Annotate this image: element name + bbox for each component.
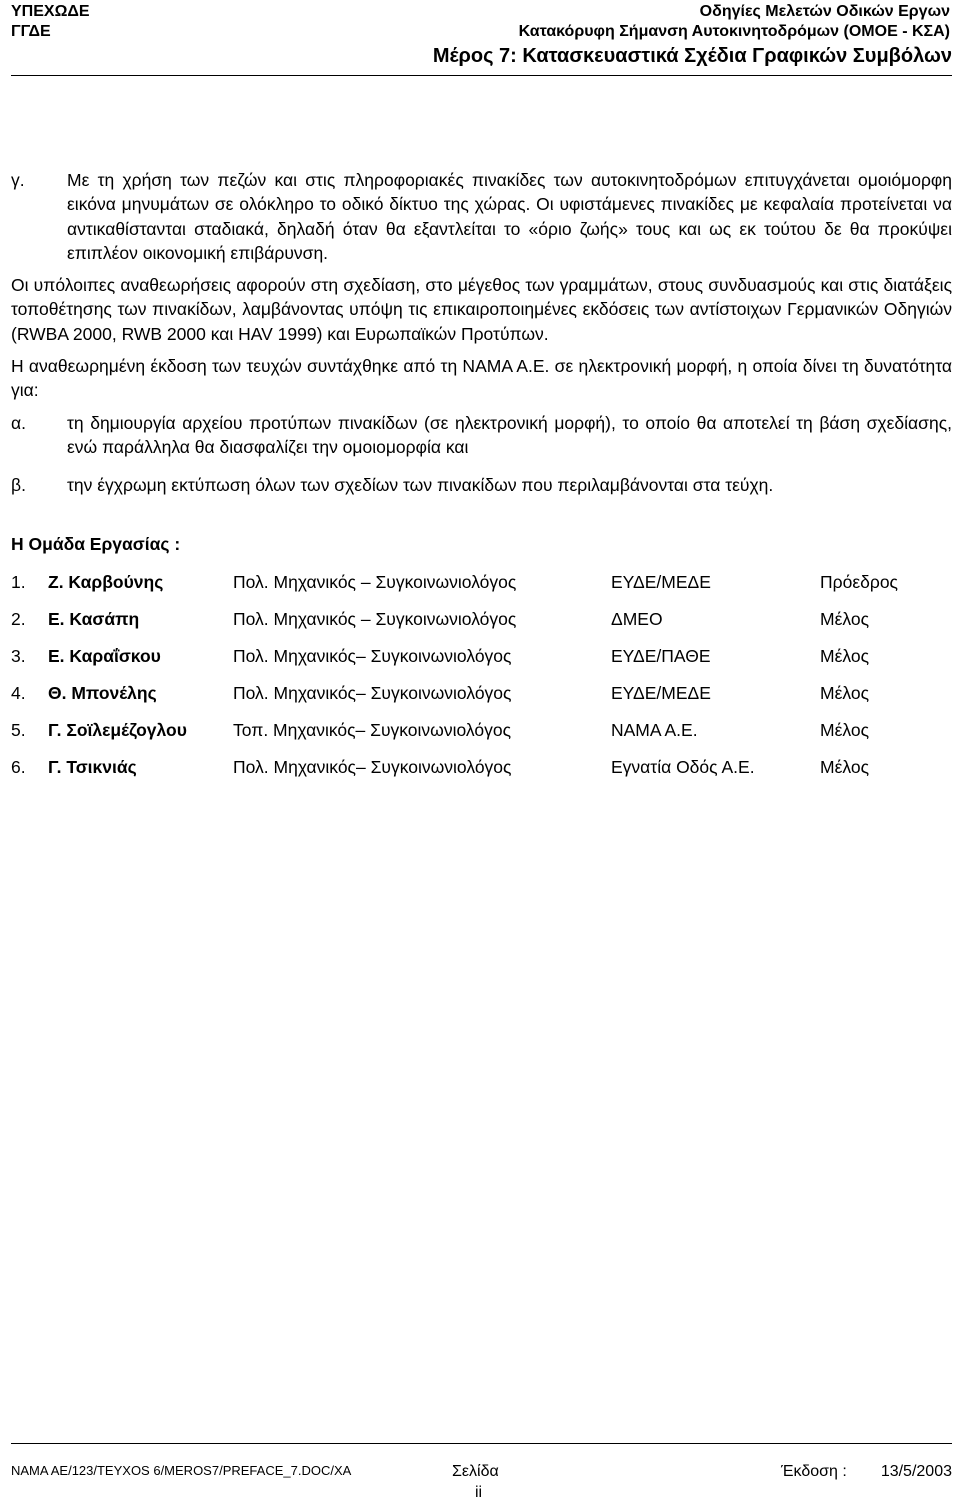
member-title: Πολ. Μηχανικός – Συγκοινωνιολόγος (233, 571, 517, 592)
member-role: Πρόεδρος (820, 571, 898, 592)
footer-page-label: Σελίδα (452, 1463, 499, 1480)
list-item-g (11, 168, 952, 265)
team-list (11, 570, 952, 792)
team-row (11, 644, 952, 681)
list-item-b (11, 473, 952, 497)
member-role: Μέλος (820, 756, 870, 777)
footer-edition-label: Έκδοση : (781, 1463, 847, 1480)
guidelines-title: Οδηγίες Μελετών Οδικών Εργων (699, 3, 950, 20)
member-organization: ΕΥΔΕ/ΜΕΔΕ (611, 571, 711, 592)
member-name: Θ. Μπονέλης (48, 682, 157, 703)
paragraph-revisions: Οι υπόλοιπες αναθεωρήσεις αφορούν στη σχεδίαση, στο μέγεθος των γραμμάτων, στους συνδυασμούς και στις διατάξεις τοποθέτησης των πινακίδων, λαμβάνοντας υπόψη τις επικαιροποιημένες εκδόσεις των αντίστοιχων Γερμανικών Οδηγιών (RWBA 2000, RWB 2000 και HAV 1999) και Ευρωπαϊκών Προτύπων. (11, 275, 952, 344)
footer-file-path: NAMA AE/123/TEYXOS 6/MEROS7/PREFACE_7.DOC/XA (11, 1463, 352, 1478)
member-role: Μέλος (820, 645, 870, 666)
part-title: Μέρος 7: Κατασκευαστικά Σχέδια Γραφικών Συμβόλων (432, 45, 952, 67)
member-title: Πολ. Μηχανικός– Συγκοινωνιολόγος (233, 645, 512, 666)
team-title: Η Ομάδα Εργασίας : (11, 533, 181, 554)
member-number: 4. (11, 682, 26, 703)
ministry-name: ΥΠΕΧΩΔΕ (11, 3, 90, 20)
member-number: 1. (11, 571, 26, 592)
member-organization: Εγνατία Οδός Α.Ε. (611, 756, 755, 777)
member-name: Ζ. Καρβούνης (48, 571, 164, 592)
member-organization: ΕΥΔΕ/ΜΕΔΕ (611, 682, 711, 703)
list-text: τη δημιουργία αρχείου προτύπων πινακίδων (σε ηλεκτρονική μορφή), το οποίο θα αποτελεί τη βάση σχεδίασης, ενώ παράλληλα θα διασφαλίζει την ομοιομορφία και (67, 412, 952, 457)
member-role: Μέλος (820, 719, 870, 740)
member-name: Ε. Κασάπη (48, 608, 140, 629)
header-divider (11, 75, 952, 76)
secretariat-name: ΓΓΔΕ (11, 23, 51, 40)
footer-page-number: ii (475, 1484, 483, 1501)
member-title: Τοπ. Μηχανικός– Συγκοινωνιολόγος (233, 719, 512, 740)
member-role: Μέλος (820, 608, 870, 629)
team-row (11, 755, 952, 792)
list-text: την έγχρωμη εκτύπωση όλων των σχεδίων των πινακίδων που περιλαμβάνονται στα τεύχη. (67, 475, 774, 496)
team-row (11, 718, 952, 755)
member-name: Ε. Καραΐσκου (48, 645, 161, 666)
team-row (11, 607, 952, 644)
footer-divider (11, 1443, 952, 1444)
member-organization: ΝΑΜΑ Α.Ε. (611, 719, 698, 740)
document-body (11, 168, 952, 792)
team-row (11, 681, 952, 718)
member-role: Μέλος (820, 682, 870, 703)
guidelines-subtitle: Κατακόρυφη Σήμανση Αυτοκινητοδρόμων (ΟΜΟΕ - ΚΣΑ) (518, 23, 950, 40)
member-number: 5. (11, 719, 26, 740)
member-number: 3. (11, 645, 26, 666)
member-organization: ΔΜΕΟ (611, 608, 663, 629)
header-right (519, 2, 950, 42)
footer-edition-date: 13/5/2003 (880, 1463, 952, 1480)
list-label: α. (11, 412, 26, 433)
member-name: Γ. Σοϊλεμέζογλου (48, 719, 187, 740)
list-item-a (11, 411, 952, 460)
team-row (11, 570, 952, 607)
member-title: Πολ. Μηχανικός– Συγκοινωνιολόγος (233, 682, 512, 703)
list-text: Με τη χρήση των πεζών και στις πληροφοριακές πινακίδες των αυτοκινητοδρόμων επιτυγχάνεται ομοιόμορφη εικόνα μηνυμάτων σε ολόκληρο το οδικό δίκτυο της χώρας. Οι υφιστάμενες πινακίδες με κεφαλαία προτείνεται να αντικαθίστανται σταδιακά, δηλαδή όταν θα εξαντλείται το «όριο ζωής» τους και ως εκ τούτου δε θα προκύψει επιπλέον οικονομική επιβάρυνση. (67, 170, 952, 263)
paragraph-nama: Η αναθεωρημένη έκδοση των τευχών συντάχθηκε από τη ΝΑΜΑ Α.Ε. σε ηλεκτρονική μορφή, η οποία δίνει τη δυνατότητα για: (11, 356, 952, 401)
member-organization: ΕΥΔΕ/ΠΑΘΕ (611, 645, 711, 666)
list-label: γ. (11, 170, 25, 190)
member-name: Γ. Τσικνιάς (48, 756, 137, 777)
header-left (11, 2, 90, 42)
member-number: 6. (11, 756, 26, 777)
member-title: Πολ. Μηχανικός – Συγκοινωνιολόγος (233, 608, 517, 629)
member-title: Πολ. Μηχανικός– Συγκοινωνιολόγος (233, 756, 512, 777)
member-number: 2. (11, 608, 26, 629)
list-label: β. (11, 475, 26, 496)
